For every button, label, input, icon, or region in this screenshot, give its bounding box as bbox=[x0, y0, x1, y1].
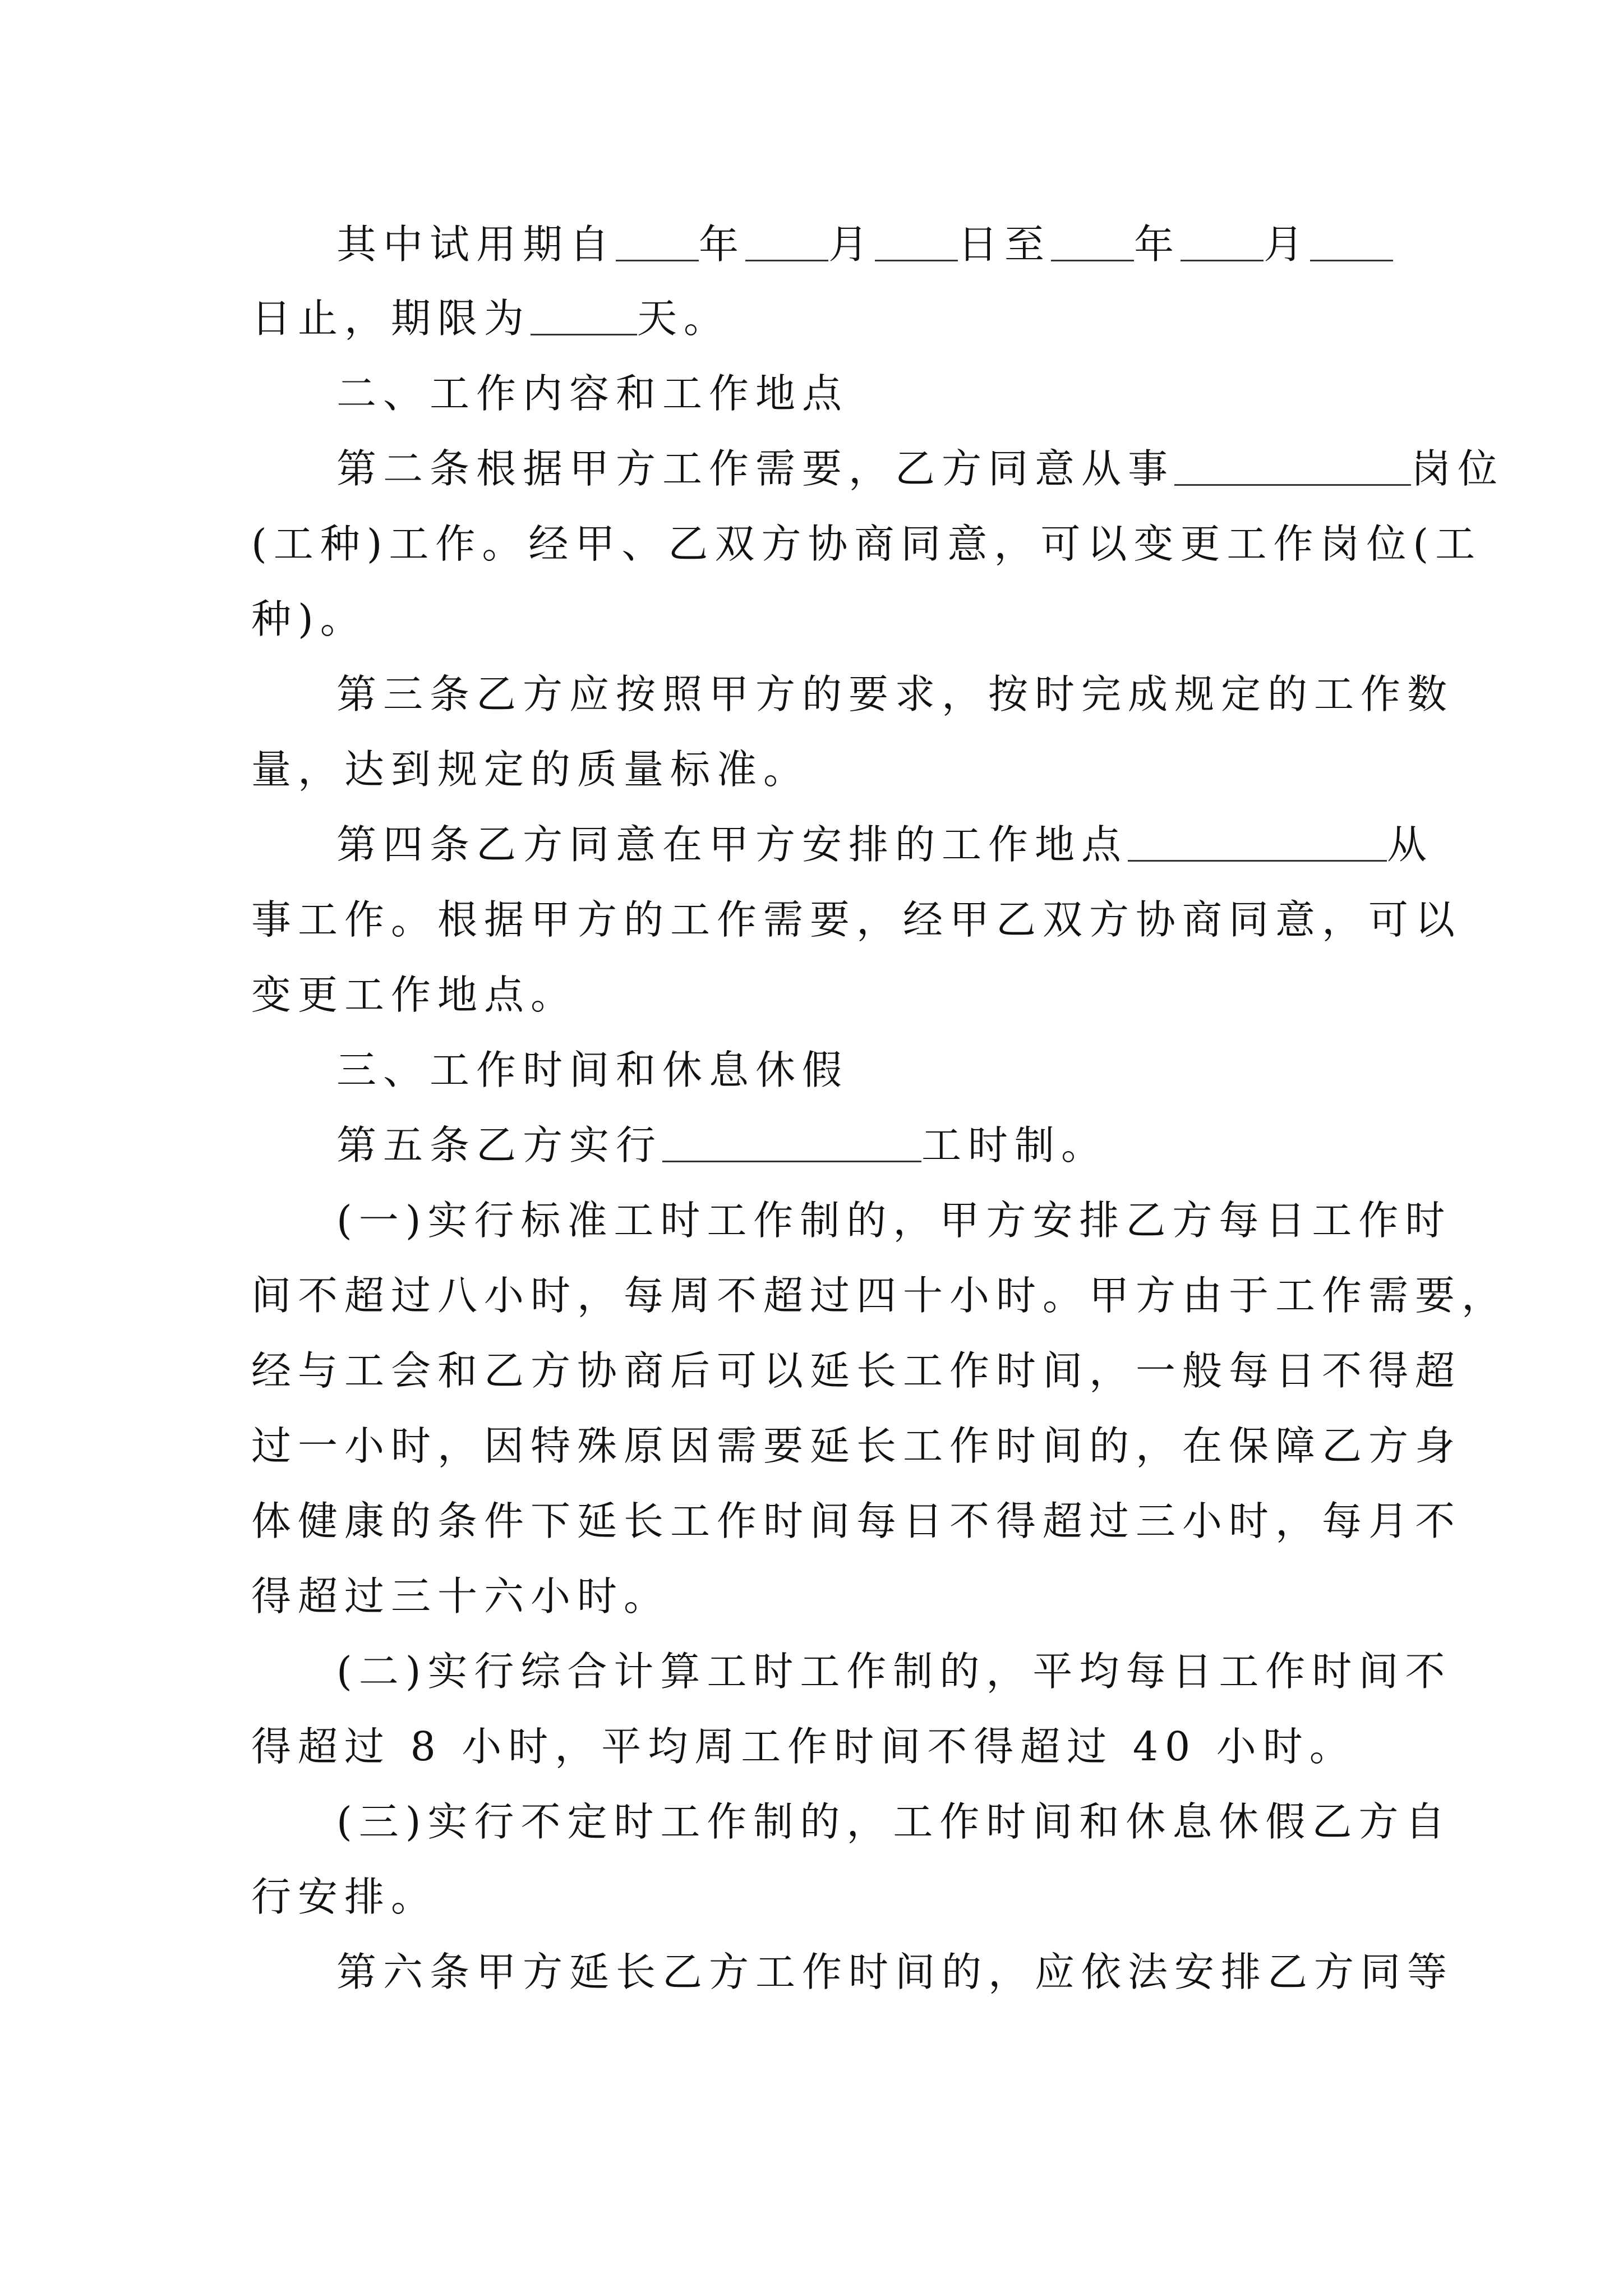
article-2-line bbox=[251, 432, 1505, 506]
blank-line bbox=[1128, 821, 1387, 862]
text-segment: 年 bbox=[1134, 221, 1181, 268]
blank-line bbox=[875, 220, 958, 261]
paragraph-line: 过一小时，因特殊原因需要延长工作时间的，在保障乙方身 bbox=[251, 1423, 1462, 1469]
paragraph-line: (工种)工作。经甲、乙双方协商同意，可以变更工作岗位(工 bbox=[251, 521, 1482, 567]
blank-line bbox=[1181, 220, 1264, 261]
paragraph-line: 行安排。 bbox=[251, 1874, 438, 1920]
paragraph-line: 变更工作地点。 bbox=[251, 972, 578, 1018]
clause-2-line: (二)实行综合计算工时工作制的，平均每日工作时间不 bbox=[336, 1648, 1452, 1695]
text-segment: 年 bbox=[699, 221, 746, 268]
article-3-line: 第三条乙方应按照甲方的要求，按时完成规定的工作数 bbox=[336, 671, 1454, 717]
probation-term-line bbox=[251, 282, 1373, 356]
section-heading-3: 三、工作时间和休息休假 bbox=[336, 1047, 849, 1093]
text-segment: 第四条乙方同意在甲方安排的工作地点 bbox=[336, 821, 1128, 868]
blank-line bbox=[662, 1121, 921, 1162]
section-heading-2: 二、工作内容和工作地点 bbox=[336, 370, 849, 417]
paragraph-line: 经与工会和乙方协商后可以延长工作时间，一般每日不得超 bbox=[251, 1347, 1462, 1394]
text-segment: 月 bbox=[828, 221, 875, 268]
text-segment: 工时制。 bbox=[921, 1122, 1108, 1168]
paragraph-line: 体健康的条件下延长工作时间每日不得超过三小时，每月不 bbox=[251, 1498, 1462, 1544]
text-segment: 从 bbox=[1387, 821, 1434, 868]
paragraph-line: 量，达到规定的质量标准。 bbox=[251, 746, 810, 793]
text-segment: 岗位 bbox=[1411, 445, 1505, 492]
blank-line bbox=[1310, 220, 1393, 261]
probation-period-line bbox=[251, 208, 1373, 282]
text-segment: 其中试用期自 bbox=[336, 221, 616, 268]
paragraph-line: 间不超过八小时，每周不超过四十小时。甲方由于工作需要， bbox=[251, 1272, 1509, 1319]
text-segment: 月 bbox=[1264, 221, 1311, 268]
clause-1-line: (一)实行标准工时工作制的，甲方安排乙方每日工作时 bbox=[336, 1197, 1452, 1244]
text-segment: 天。 bbox=[637, 295, 731, 342]
paragraph-line: 种)。 bbox=[251, 596, 367, 642]
text-segment: 第五条乙方实行 bbox=[336, 1122, 663, 1168]
blank-line bbox=[1051, 220, 1134, 261]
blank-line bbox=[616, 220, 699, 261]
blank-line bbox=[531, 295, 637, 335]
article-4-line bbox=[251, 808, 1434, 882]
clause-3-line: (三)实行不定时工作制的，工作时间和休息休假乙方自 bbox=[336, 1798, 1452, 1845]
blank-line bbox=[745, 220, 828, 261]
article-5-line bbox=[251, 1108, 1373, 1182]
text-segment: 第二条根据甲方工作需要，乙方同意从事 bbox=[336, 445, 1175, 492]
paragraph-line: 得超过三十六小时。 bbox=[251, 1573, 671, 1619]
text-segment: 日止，期限为 bbox=[251, 295, 531, 342]
article-6-line: 第六条甲方延长乙方工作时间的，应依法安排乙方同等 bbox=[336, 1949, 1454, 1995]
blank-line bbox=[1174, 445, 1411, 486]
paragraph-line: 得超过 8 小时，平均周工作时间不得超过 40 小时。 bbox=[251, 1723, 1356, 1770]
text-segment: 日至 bbox=[958, 221, 1052, 268]
paragraph-line: 事工作。根据甲方的工作需要，经甲乙双方协商同意，可以 bbox=[251, 896, 1462, 943]
